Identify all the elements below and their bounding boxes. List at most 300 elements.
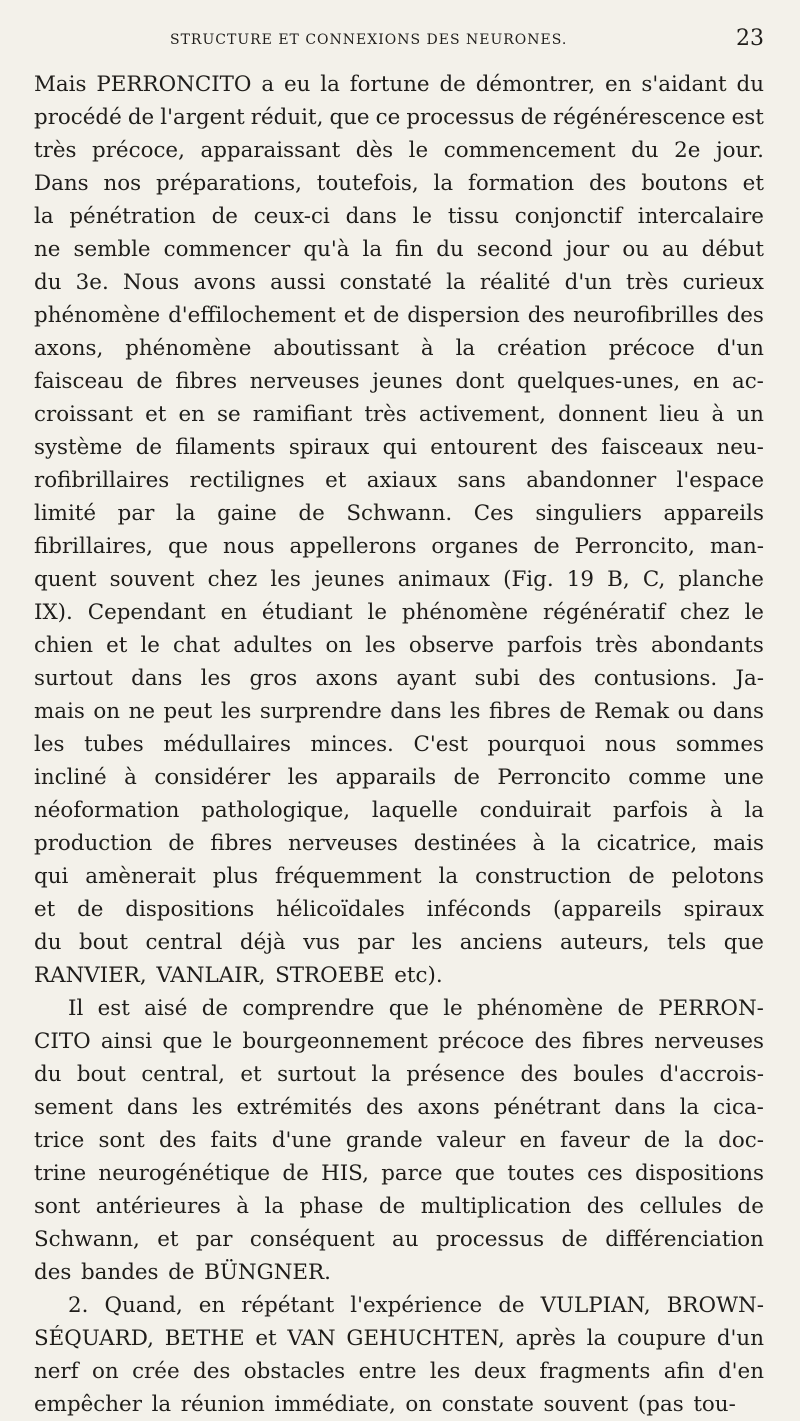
- word: Mais: [34, 72, 87, 97]
- word: B,: [607, 567, 630, 592]
- word: processus: [435, 1227, 545, 1252]
- word: de: [282, 1161, 309, 1186]
- word: très: [595, 633, 638, 658]
- word: et: [157, 1227, 179, 1252]
- word: que: [454, 1161, 495, 1186]
- word: Cependant: [87, 600, 206, 625]
- word: RANVIER,: [34, 963, 147, 988]
- word: et: [145, 402, 167, 427]
- word: la: [438, 864, 459, 889]
- word: l'expérience: [350, 1293, 483, 1318]
- word: l'espace: [676, 468, 764, 493]
- word: pathologique,: [201, 798, 351, 823]
- word: fragments: [539, 1359, 651, 1384]
- text-line: [34, 1190, 764, 1223]
- word: toutes: [507, 1161, 575, 1186]
- word: ne: [34, 237, 61, 262]
- word: la: [455, 336, 476, 361]
- word: pourquoi: [487, 732, 586, 757]
- word: chat: [173, 633, 221, 658]
- word: et: [742, 171, 764, 196]
- text-line: [34, 1388, 764, 1421]
- word: la: [371, 1062, 391, 1087]
- word: planche: [678, 567, 764, 592]
- word: Schwann,: [34, 1227, 140, 1252]
- word: PERRON-: [658, 996, 764, 1021]
- word: dans: [131, 666, 183, 691]
- word: réunion: [180, 1392, 265, 1417]
- word: commencer: [163, 237, 291, 262]
- word: jour: [565, 237, 610, 262]
- word: donnent: [558, 402, 648, 427]
- word: dispositions: [125, 897, 255, 922]
- word: répétant: [241, 1293, 335, 1318]
- word: BETHE: [164, 1326, 245, 1351]
- word: très: [625, 270, 669, 295]
- word: phénomène: [125, 336, 252, 361]
- text-line: [34, 167, 764, 200]
- word: nerveuses: [249, 369, 360, 394]
- word: le: [140, 633, 160, 658]
- word: les: [411, 930, 443, 955]
- word: la: [175, 501, 196, 526]
- word: souvent: [109, 567, 195, 592]
- word: considérer: [154, 765, 271, 790]
- word: en: [178, 402, 205, 427]
- word: phénomène: [401, 600, 529, 625]
- word: observe: [408, 633, 494, 658]
- word: les: [429, 1359, 461, 1384]
- word: trice: [34, 1128, 85, 1153]
- word: fréquemment: [275, 864, 422, 889]
- word: de: [439, 72, 466, 97]
- word: Il: [68, 996, 84, 1021]
- word: IX).: [34, 600, 73, 625]
- word: ceux-ci: [253, 204, 330, 229]
- word: inféconds: [426, 897, 532, 922]
- word: constate: [441, 1392, 534, 1417]
- word: SÉQUARD,: [34, 1326, 154, 1351]
- body-text: [34, 68, 764, 1421]
- text-line: [34, 1124, 764, 1157]
- word: nerf: [34, 1359, 79, 1384]
- word: le: [367, 600, 388, 625]
- word: on: [405, 1392, 433, 1417]
- word: aussi: [270, 270, 326, 295]
- word: et: [240, 1062, 262, 1087]
- word: bout: [76, 1062, 126, 1087]
- word: dispositions: [635, 1161, 764, 1186]
- text-line: [34, 1289, 764, 1322]
- word: très: [34, 138, 77, 163]
- word: la: [362, 237, 383, 262]
- word: 3e.: [75, 270, 109, 295]
- word: quelques-unes,: [516, 369, 681, 394]
- word: doc-: [718, 1128, 764, 1153]
- word: de: [135, 435, 162, 460]
- word: amènerait: [85, 864, 196, 889]
- word: du: [34, 1062, 62, 1087]
- text-line: [34, 1322, 764, 1355]
- word: pelotons: [671, 864, 764, 889]
- word: BÜNGNER.: [204, 1260, 331, 1285]
- word: Ces: [473, 501, 514, 526]
- word: dispersion: [407, 303, 520, 328]
- text-line: [34, 431, 764, 464]
- word: fibres: [210, 831, 273, 856]
- word: conséquent: [249, 1227, 375, 1252]
- word: dans: [614, 1095, 666, 1120]
- word: des: [534, 1029, 572, 1054]
- word: différenciation: [605, 1227, 764, 1252]
- word: et: [343, 303, 366, 328]
- word: préparations,: [156, 171, 302, 196]
- word: la: [34, 204, 54, 229]
- text-line: [34, 1091, 764, 1124]
- word: et: [106, 633, 128, 658]
- word: auteurs,: [560, 930, 650, 955]
- word: appareils: [663, 501, 764, 526]
- text-line: [34, 860, 764, 893]
- word: qui: [382, 435, 417, 460]
- word: d'un: [564, 270, 612, 295]
- word: ou: [622, 237, 649, 262]
- word: entre: [358, 1359, 417, 1384]
- word: est: [731, 105, 764, 130]
- word: commencement: [443, 138, 616, 163]
- word: la: [744, 798, 764, 823]
- word: activement,: [418, 402, 546, 427]
- word: en: [519, 1128, 546, 1153]
- word: les: [365, 633, 396, 658]
- word: de: [498, 1293, 525, 1318]
- word: axons: [417, 1095, 480, 1120]
- word: gros: [249, 666, 298, 691]
- word: réduit,: [250, 105, 324, 130]
- word: VAN: [287, 1326, 336, 1351]
- text-line: [34, 497, 764, 530]
- word: du: [34, 930, 62, 955]
- word: en: [605, 72, 632, 97]
- word: nerveuses: [288, 831, 398, 856]
- word: sont: [98, 1128, 145, 1153]
- word: qui: [34, 864, 69, 889]
- text-line: [34, 926, 764, 959]
- word: s'aidant: [641, 72, 727, 97]
- word: chien: [34, 633, 94, 658]
- word: tou-: [693, 1392, 736, 1417]
- word: des: [366, 1095, 404, 1120]
- word: incliné: [34, 765, 107, 790]
- word: de: [372, 303, 400, 328]
- word: contusions.: [593, 666, 718, 691]
- word: fin: [395, 237, 424, 262]
- text-line: [34, 1223, 764, 1256]
- word: parfois: [507, 633, 583, 658]
- word: sont: [34, 1194, 81, 1219]
- word: chez: [679, 600, 730, 625]
- word: de: [559, 699, 586, 724]
- word: central: [145, 930, 223, 955]
- word: nos: [103, 171, 142, 196]
- word: organes: [431, 534, 519, 559]
- word: adultes: [233, 633, 313, 658]
- word: les: [192, 1095, 223, 1120]
- word: laquelle: [371, 798, 458, 823]
- word: cica-: [713, 1095, 764, 1120]
- word: les: [220, 699, 252, 724]
- word: crée: [132, 1359, 180, 1384]
- word: la: [684, 1128, 704, 1153]
- word: que: [167, 534, 209, 559]
- word: est: [97, 996, 130, 1021]
- word: intercalaire: [637, 204, 764, 229]
- word: STROEBE: [275, 963, 385, 988]
- word: surtout: [277, 1062, 356, 1087]
- word: et: [255, 1326, 277, 1351]
- word: jour.: [715, 138, 764, 163]
- word: les: [450, 699, 481, 724]
- word: (Fig.: [503, 567, 554, 592]
- word: C,: [642, 567, 666, 592]
- word: (appareils: [553, 897, 662, 922]
- word: 2.: [68, 1293, 89, 1318]
- word: boutons: [641, 171, 728, 196]
- word: Perroncito,: [574, 534, 695, 559]
- word: du: [34, 270, 62, 295]
- word: construction: [475, 864, 612, 889]
- text-line: [34, 101, 764, 134]
- word: des: [550, 435, 588, 460]
- word: les: [287, 765, 319, 790]
- word: jeunes: [372, 369, 443, 394]
- word: étudiant: [261, 600, 353, 625]
- word: deux: [473, 1359, 527, 1384]
- word: de: [737, 1194, 764, 1219]
- word: afin: [663, 1359, 705, 1384]
- word: que: [162, 1029, 203, 1054]
- word: de: [77, 897, 104, 922]
- word: le: [408, 138, 429, 163]
- word: un: [736, 402, 764, 427]
- word: tels: [667, 930, 707, 955]
- word: hélicoïdales: [276, 897, 405, 922]
- word: la: [151, 1392, 172, 1417]
- word: des: [527, 303, 566, 328]
- text-line: [34, 266, 764, 299]
- word: bandes: [80, 1260, 159, 1285]
- word: croissant: [34, 402, 134, 427]
- word: faits: [210, 1128, 258, 1153]
- word: boules: [573, 1062, 645, 1087]
- text-line: [34, 464, 764, 497]
- word: vus: [303, 930, 340, 955]
- word: mais: [713, 831, 764, 856]
- word: nous: [223, 534, 275, 559]
- word: coupure: [617, 1326, 707, 1351]
- word: de: [533, 534, 560, 559]
- word: 19: [566, 567, 595, 592]
- word: singuliers: [535, 501, 642, 526]
- text-line: [34, 332, 764, 365]
- word: cicatrice,: [596, 831, 698, 856]
- text-line: [34, 365, 764, 398]
- word: par: [195, 1227, 233, 1252]
- word: antérieures: [95, 1194, 221, 1219]
- word: VANLAIR,: [156, 963, 266, 988]
- word: une: [723, 765, 764, 790]
- word: production: [34, 831, 153, 856]
- word: abandonner: [526, 468, 657, 493]
- word: toutefois,: [316, 171, 419, 196]
- word: sans: [457, 468, 506, 493]
- word: faisceau: [34, 369, 124, 394]
- word: d'un: [716, 336, 764, 361]
- word: pénétrant: [493, 1095, 601, 1120]
- word: limité: [34, 501, 97, 526]
- word: les: [200, 666, 232, 691]
- word: chez: [207, 567, 258, 592]
- text-line: [34, 959, 764, 992]
- word: rofibrillaires: [34, 468, 170, 493]
- word: jeunes: [314, 567, 385, 592]
- word: (pas: [637, 1392, 684, 1417]
- word: de: [561, 1227, 588, 1252]
- word: fibres: [175, 369, 238, 394]
- word: Nous: [122, 270, 180, 295]
- word: aisé: [144, 996, 188, 1021]
- word: les: [34, 732, 65, 757]
- text-line: [34, 695, 764, 728]
- word: ac-: [731, 369, 764, 394]
- word: à: [709, 798, 723, 823]
- word: de: [211, 204, 238, 229]
- word: d'en: [717, 1359, 764, 1384]
- word: on: [92, 1359, 119, 1384]
- word: de: [201, 996, 229, 1021]
- word: des: [520, 1062, 558, 1087]
- running-head-title: STRUCTURE ET CONNEXIONS DES NEURONES.: [170, 32, 568, 48]
- word: des: [726, 303, 764, 328]
- word: fibrillaires,: [34, 534, 153, 559]
- text-line: [34, 1256, 764, 1289]
- word: déjà: [239, 930, 286, 955]
- running-head: [0, 26, 800, 56]
- word: mais: [34, 699, 85, 724]
- text-line: [34, 794, 764, 827]
- word: anciens: [459, 930, 543, 955]
- word: PERRONCITO: [96, 72, 252, 97]
- word: neurofibrilles: [572, 303, 719, 328]
- word: le: [744, 600, 764, 625]
- text-line: [34, 761, 764, 794]
- word: Perroncito: [497, 765, 611, 790]
- word: procédé: [34, 105, 122, 130]
- word: subi: [474, 666, 520, 691]
- word: conjonctif: [514, 204, 622, 229]
- word: surprendre: [259, 699, 382, 724]
- word: spiraux: [288, 435, 370, 460]
- word: que: [388, 996, 429, 1021]
- word: régénératif: [542, 600, 665, 625]
- word: de: [127, 105, 155, 130]
- word: la: [679, 1095, 700, 1120]
- text-line: [34, 299, 764, 332]
- word: des: [589, 171, 627, 196]
- word: se: [217, 402, 241, 427]
- word: conduirait: [479, 798, 592, 823]
- word: de: [378, 1194, 406, 1219]
- word: réalité: [479, 270, 551, 295]
- word: immédiate,: [274, 1392, 396, 1417]
- word: d'accrois-: [659, 1062, 764, 1087]
- word: GEHUCHTEN,: [346, 1326, 505, 1351]
- word: au: [662, 237, 689, 262]
- text-line: [34, 893, 764, 926]
- word: d'un: [716, 1326, 764, 1351]
- word: axiaux: [366, 468, 437, 493]
- word: l'argent: [160, 105, 245, 130]
- word: curieux: [682, 270, 764, 295]
- word: abondants: [650, 633, 764, 658]
- word: ce: [375, 105, 401, 130]
- word: apparaissant: [200, 138, 341, 163]
- word: a: [261, 72, 275, 97]
- word: surtout: [34, 666, 113, 691]
- word: précoce,: [92, 138, 185, 163]
- word: gaine: [217, 501, 277, 526]
- word: CITO: [34, 1029, 91, 1054]
- word: bout: [79, 930, 128, 955]
- word: Ja-: [735, 666, 764, 691]
- word: par: [117, 501, 155, 526]
- word: obstacles: [243, 1359, 346, 1384]
- word: VULPIAN,: [540, 1293, 651, 1318]
- word: d'effilochement: [168, 303, 336, 328]
- word: que: [329, 105, 370, 130]
- word: phase: [299, 1194, 364, 1219]
- word: filaments: [175, 435, 276, 460]
- word: de: [628, 864, 655, 889]
- word: dans: [126, 1095, 179, 1120]
- word: multiplication: [420, 1194, 572, 1219]
- word: à: [420, 336, 434, 361]
- word: des: [158, 1128, 197, 1153]
- word: après: [515, 1326, 576, 1351]
- word: on: [93, 699, 121, 724]
- word: lieu: [659, 402, 700, 427]
- word: bourgeonnement: [242, 1029, 428, 1054]
- text-line: [34, 1355, 764, 1388]
- word: trine: [34, 1161, 87, 1186]
- word: minces.: [310, 732, 394, 757]
- word: en: [220, 600, 248, 625]
- word: Quand,: [104, 1293, 183, 1318]
- word: précoce: [438, 1029, 525, 1054]
- word: le: [212, 1029, 233, 1054]
- word: formation: [468, 171, 575, 196]
- word: sommes: [675, 732, 764, 757]
- text-line: [34, 398, 764, 431]
- word: et: [325, 468, 347, 493]
- word: le: [443, 996, 463, 1021]
- text-line: [34, 563, 764, 596]
- text-line: [34, 596, 764, 629]
- word: des: [538, 666, 576, 691]
- word: Remak: [594, 699, 670, 724]
- word: spiraux: [683, 897, 764, 922]
- text-line: [34, 1157, 764, 1190]
